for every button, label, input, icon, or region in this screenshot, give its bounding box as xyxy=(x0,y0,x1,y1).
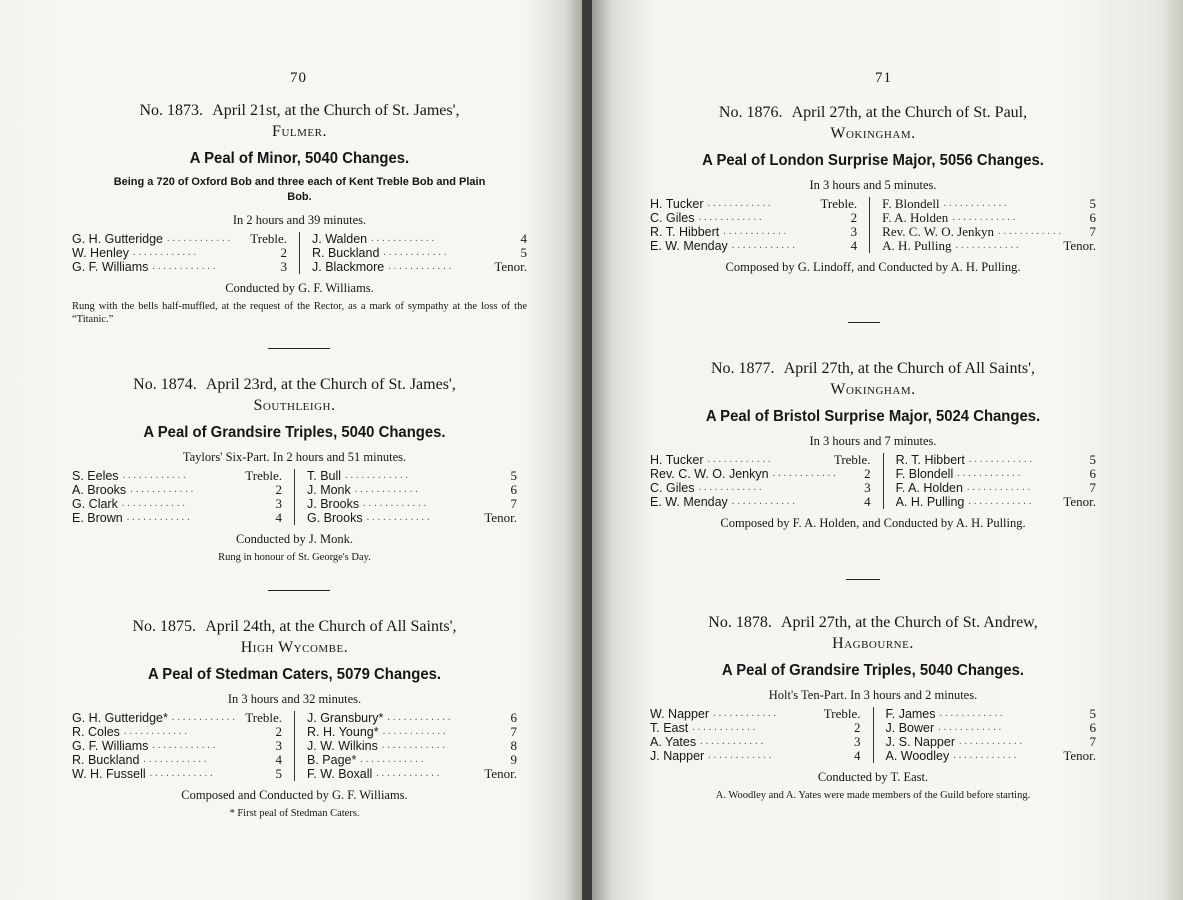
ringer-row xyxy=(896,467,1096,481)
leader-dots: ............ xyxy=(955,240,1022,251)
entry-location: April 27th, at the Church of All Saints', xyxy=(783,360,1035,377)
ringer-name: F. James xyxy=(885,707,936,721)
ringer-name: E. Brown xyxy=(72,511,123,525)
page-number: 70 xyxy=(290,70,307,86)
leader-dots: ............ xyxy=(713,708,780,719)
bell-number: 6 xyxy=(1089,466,1096,481)
bell-number: Treble. xyxy=(250,231,287,246)
leader-dots: ............ xyxy=(698,482,765,493)
leader-dots: ............ xyxy=(152,261,219,272)
ringer-name: J. Napper xyxy=(650,749,705,763)
ringers-left-column xyxy=(650,197,870,253)
entry-heading xyxy=(650,358,1096,400)
bell-number: 2 xyxy=(850,210,858,225)
ringers-right-column xyxy=(870,197,1096,253)
peal-title: A Peal of Grandsire Triples, 5040 Changes. xyxy=(721,662,1025,679)
leader-dots: ............ xyxy=(953,750,1020,761)
ringer-name: J. Walden xyxy=(312,232,368,246)
leader-dots: ............ xyxy=(376,768,443,779)
leader-dots: ............ xyxy=(122,470,189,481)
leader-dots: ............ xyxy=(382,726,449,737)
leader-dots: ............ xyxy=(360,754,427,765)
bell-number: 2 xyxy=(854,720,861,735)
ringer-name: T. Bull xyxy=(307,469,342,483)
ringer-row xyxy=(650,481,871,495)
ringer-name: R. H. Young* xyxy=(307,725,379,739)
section-divider xyxy=(268,590,330,591)
ringer-row xyxy=(307,483,517,497)
leader-dots: ............ xyxy=(731,240,798,251)
ringers-table xyxy=(650,197,1096,253)
ringer-row xyxy=(650,225,857,239)
bell-number: Tenor. xyxy=(484,510,517,525)
ringer-name: C. Giles xyxy=(650,481,695,495)
leader-dots: ............ xyxy=(345,470,412,481)
ringer-name: W. Napper xyxy=(650,707,710,721)
peal-duration: In 3 hours and 7 minutes. xyxy=(809,434,937,448)
ringers-left-column xyxy=(72,711,295,781)
conductor-line: Conducted by J. Monk. xyxy=(235,532,353,546)
entry-location: April 21st, at the Church of St. James', xyxy=(212,102,460,119)
ringer-row xyxy=(307,739,517,753)
leader-dots: ............ xyxy=(939,708,1006,719)
entry-note: A. Woodley and A. Yates were made members of the Guild before starting. xyxy=(715,790,1031,801)
bell-number: 9 xyxy=(510,752,517,767)
bell-number: 7 xyxy=(510,496,517,511)
ringer-name: J. Blackmore xyxy=(312,260,385,274)
entry-location: April 27th, at the Church of St. Andrew, xyxy=(780,614,1038,631)
entry-number: No. 1877. xyxy=(711,360,775,377)
peal-duration: Holt's Ten-Part. In 3 hours and 2 minutes. xyxy=(768,688,978,702)
bell-number: 4 xyxy=(275,752,282,767)
entry-heading xyxy=(650,612,1096,654)
leader-dots: ............ xyxy=(363,498,430,509)
peal-title: A Peal of Stedman Caters, 5079 Changes. xyxy=(147,666,442,683)
ringer-row xyxy=(650,453,871,467)
bell-number: 8 xyxy=(510,738,517,753)
bell-number: 7 xyxy=(1089,480,1096,495)
leader-dots: ............ xyxy=(938,722,1005,733)
leader-dots: ............ xyxy=(167,233,234,244)
ringer-name: Rev. C. W. O. Jenkyn xyxy=(882,224,994,239)
ringer-name: J. S. Napper xyxy=(885,735,955,749)
ringers-right-column xyxy=(884,453,1096,509)
leader-dots: ............ xyxy=(130,484,197,495)
ringer-row xyxy=(307,469,517,483)
leader-dots: ............ xyxy=(121,498,188,509)
ringer-row xyxy=(307,753,517,767)
leader-dots: ............ xyxy=(708,750,775,761)
ringer-name: E. W. Menday xyxy=(650,495,728,509)
ringer-name: G. H. Gutteridge xyxy=(72,232,164,246)
entry-number: No. 1878. xyxy=(708,614,772,631)
ringer-name: W. Henley xyxy=(72,246,129,260)
ringer-row xyxy=(72,725,282,739)
leader-dots: ............ xyxy=(998,226,1064,237)
bell-number: 4 xyxy=(864,494,871,509)
leader-dots: ............ xyxy=(152,740,219,751)
section-divider xyxy=(848,322,880,323)
conductor-line: Composed by G. Lindoff, and Conducted by A. H. Pulling. xyxy=(725,260,1021,274)
ringers-right-column xyxy=(295,469,517,525)
leader-dots: ............ xyxy=(383,247,450,258)
ringer-name: S. Eeles xyxy=(72,469,119,483)
leader-dots: ............ xyxy=(707,198,774,209)
bell-number: 3 xyxy=(280,259,287,274)
section-divider xyxy=(268,348,330,349)
entry-location: April 27th, at the Church of St. Paul, xyxy=(791,104,1028,121)
ringers-table xyxy=(72,711,517,781)
entry-place: Hagbourne. xyxy=(832,635,914,652)
ringer-row xyxy=(307,511,517,525)
ringer-row xyxy=(312,246,527,260)
leader-dots: ............ xyxy=(957,468,1024,479)
ringers-table xyxy=(72,232,527,274)
ringer-row xyxy=(886,749,1097,763)
ringer-row xyxy=(882,211,1096,225)
ringer-row xyxy=(312,260,527,274)
leader-dots: ............ xyxy=(371,233,438,244)
bell-number: 3 xyxy=(850,224,858,239)
ringer-row xyxy=(72,469,282,483)
ringer-row xyxy=(307,711,517,725)
ringer-name: A. Brooks xyxy=(72,483,127,497)
ringer-row xyxy=(650,211,857,225)
ringer-name: F. Blondell xyxy=(882,196,940,211)
leader-dots: ............ xyxy=(388,261,455,272)
entry-heading xyxy=(72,374,517,416)
peal-duration: In 3 hours and 32 minutes. xyxy=(227,692,362,706)
leader-dots: ............ xyxy=(171,712,238,723)
ringer-name: J. W. Wilkins xyxy=(307,739,378,753)
ringers-left-column xyxy=(650,707,874,763)
ringer-name: F. A. Holden xyxy=(882,210,949,225)
leader-dots: ............ xyxy=(143,754,210,765)
leader-dots: ............ xyxy=(731,496,798,507)
ringer-name: B. Page* xyxy=(307,753,357,767)
ringer-row xyxy=(650,735,861,749)
peal-title: A Peal of London Surprise Major, 5056 Changes. xyxy=(702,152,1044,169)
ringer-name: H. Tucker xyxy=(650,197,704,211)
bell-number: 5 xyxy=(510,468,517,483)
ringer-name: C. Giles xyxy=(650,211,695,225)
ringer-row xyxy=(307,767,517,781)
leader-dots: ............ xyxy=(149,768,216,779)
entry-number: No. 1875. xyxy=(132,618,197,635)
ringers-right-column xyxy=(874,707,1097,763)
ringer-row xyxy=(650,749,861,763)
ringer-name: G. F. Williams xyxy=(72,739,149,753)
ringer-name: T. East xyxy=(650,721,689,735)
bell-number: Treble. xyxy=(833,452,871,467)
bell-number: 3 xyxy=(275,738,282,753)
ringer-row xyxy=(650,721,861,735)
bell-number: Tenor. xyxy=(1063,238,1096,253)
bell-number: 4 xyxy=(850,238,858,253)
peal-entry xyxy=(650,358,1096,531)
bell-number: Treble. xyxy=(245,710,282,725)
ringers-right-column xyxy=(300,232,527,274)
entry-heading xyxy=(72,616,517,658)
leader-dots: ............ xyxy=(354,484,421,495)
ringer-row xyxy=(650,197,857,211)
peal-entry xyxy=(72,374,517,564)
bell-number: 3 xyxy=(864,480,871,495)
entry-place: Wokingham. xyxy=(830,125,916,142)
ringer-row xyxy=(650,707,861,721)
ringer-row xyxy=(882,239,1096,253)
peal-entry xyxy=(72,100,527,326)
bell-number: 2 xyxy=(864,466,871,481)
ringer-name: A. H. Pulling xyxy=(895,495,965,509)
leader-dots: ............ xyxy=(952,212,1019,223)
entry-heading xyxy=(650,102,1096,144)
ringer-row xyxy=(72,711,282,725)
bell-number: Tenor. xyxy=(1063,494,1096,509)
ringer-name: A. H. Pulling xyxy=(882,238,952,253)
ringer-row xyxy=(72,246,287,260)
bell-number: 3 xyxy=(275,496,282,511)
ringer-row xyxy=(896,481,1096,495)
leader-dots: ............ xyxy=(707,454,774,465)
bell-number: 2 xyxy=(275,482,282,497)
right-page xyxy=(592,0,1183,900)
peal-duration: In 2 hours and 39 minutes. xyxy=(232,213,367,227)
ringer-row xyxy=(72,753,282,767)
bell-number: 4 xyxy=(275,510,282,525)
bell-number: 7 xyxy=(510,724,517,739)
ringer-name: W. H. Fussell xyxy=(72,767,146,781)
ringer-row xyxy=(650,495,871,509)
entry-number: No. 1874. xyxy=(133,376,197,393)
leader-dots: ............ xyxy=(700,736,767,747)
peal-duration: In 3 hours and 5 minutes. xyxy=(809,178,937,192)
ringer-name: G. Brooks xyxy=(307,511,363,525)
ringer-row xyxy=(650,467,871,481)
entry-note: * First peal of Stedman Caters. xyxy=(229,808,360,819)
bell-number: 2 xyxy=(280,245,287,260)
entry-place: Southleigh. xyxy=(253,397,336,414)
ringer-row xyxy=(72,739,282,753)
peal-duration: Taylors' Six-Part. In 2 hours and 51 minutes. xyxy=(182,450,407,464)
ringer-name: E. W. Menday xyxy=(650,239,728,253)
bell-number: 7 xyxy=(1089,224,1096,239)
peal-entry xyxy=(650,102,1096,275)
ringer-name: Rev. C. W. O. Jenkyn xyxy=(650,467,769,481)
bell-number: Tenor. xyxy=(494,259,527,274)
bell-number: 5 xyxy=(1089,196,1096,211)
bell-number: 7 xyxy=(1089,734,1096,749)
leader-dots: ............ xyxy=(966,482,1033,493)
ringers-right-column xyxy=(295,711,517,781)
entry-place: High Wycombe. xyxy=(240,639,349,656)
ringer-name: G. Clark xyxy=(72,497,118,511)
bell-number: Tenor. xyxy=(1063,748,1096,763)
left-page xyxy=(0,0,582,900)
book-gutter xyxy=(582,0,592,900)
leader-dots: ............ xyxy=(132,247,199,258)
entry-note: Rung in honour of St. George's Day. xyxy=(218,552,371,563)
ringers-left-column xyxy=(72,232,300,274)
ringer-row xyxy=(886,735,1097,749)
bell-number: 5 xyxy=(275,766,282,781)
ringer-name: F. W. Boxall xyxy=(307,767,373,781)
ringer-name: G. H. Gutteridge* xyxy=(72,711,168,725)
peal-title: A Peal of Bristol Surprise Major, 5024 Changes. xyxy=(705,408,1041,425)
ringer-row xyxy=(896,495,1096,509)
leader-dots: ............ xyxy=(958,736,1025,747)
ringer-row xyxy=(312,232,527,246)
leader-dots: ............ xyxy=(772,468,839,479)
ringers-left-column xyxy=(72,469,295,525)
bell-number: 6 xyxy=(1089,210,1096,225)
entry-place: Wokingham. xyxy=(830,381,916,398)
bell-number: 6 xyxy=(510,482,517,497)
ringer-name: J. Bower xyxy=(885,721,935,735)
peal-entry xyxy=(650,612,1096,802)
leader-dots: ............ xyxy=(723,226,790,237)
ringer-name: F. Blondell xyxy=(895,467,954,481)
ringers-table xyxy=(650,707,1096,763)
ringer-row xyxy=(72,511,282,525)
ringer-row xyxy=(882,225,1096,239)
ringer-name: J. Gransbury* xyxy=(307,711,384,725)
bell-number: Treble. xyxy=(820,196,858,211)
ringers-table xyxy=(72,469,517,525)
ringers-left-column xyxy=(650,453,884,509)
page-number: 71 xyxy=(875,70,892,86)
ringer-row xyxy=(307,497,517,511)
leader-dots: ............ xyxy=(968,454,1035,465)
bell-number: 4 xyxy=(520,231,527,246)
ringer-name: H. Tucker xyxy=(650,453,704,467)
bell-number: Treble. xyxy=(823,706,861,721)
leader-dots: ............ xyxy=(698,212,765,223)
bell-number: 3 xyxy=(854,734,861,749)
conductor-line: Composed by F. A. Holden, and Conducted by A. H. Pulling. xyxy=(720,516,1026,530)
leader-dots: ............ xyxy=(123,726,190,737)
leader-dots: ............ xyxy=(692,722,759,733)
ringer-name: G. F. Williams xyxy=(72,260,149,274)
ringer-name: R. Buckland xyxy=(72,753,140,767)
ringer-name: F. A. Holden xyxy=(895,481,963,495)
peal-composition-note: Being a 720 of Oxford Bob and three each of Kent Treble Bob and Plain Bob. xyxy=(113,176,486,203)
ringer-row xyxy=(896,453,1096,467)
leader-dots: ............ xyxy=(126,512,193,523)
bell-number: 5 xyxy=(1089,706,1096,721)
entry-heading xyxy=(72,100,527,142)
ringer-row xyxy=(650,239,857,253)
entry-location: April 24th, at the Church of All Saints', xyxy=(205,618,457,635)
ringer-name: R. Buckland xyxy=(312,246,380,260)
section-divider xyxy=(846,579,880,580)
ringer-row xyxy=(307,725,517,739)
leader-dots: ............ xyxy=(387,712,454,723)
ringer-row xyxy=(72,767,282,781)
ringer-row xyxy=(72,497,282,511)
bell-number: 6 xyxy=(510,710,517,725)
bell-number: 4 xyxy=(854,748,861,763)
ringer-name: R. T. Hibbert xyxy=(895,453,965,467)
bell-number: 5 xyxy=(520,245,527,260)
ringer-name: A. Woodley xyxy=(885,749,950,763)
ringer-row xyxy=(886,707,1097,721)
conductor-line: Conducted by G. F. Williams. xyxy=(225,281,374,295)
bell-number: 5 xyxy=(1089,452,1096,467)
conductor-line: Composed and Conducted by G. F. Williams. xyxy=(181,788,408,802)
leader-dots: ............ xyxy=(968,496,1035,507)
ringer-row xyxy=(882,197,1096,211)
ringer-row xyxy=(72,232,287,246)
entry-number: No. 1876. xyxy=(718,104,783,121)
ringer-name: J. Brooks xyxy=(307,497,360,511)
conductor-line: Conducted by T. East. xyxy=(817,770,929,784)
bell-number: 2 xyxy=(275,724,282,739)
bell-number: Tenor. xyxy=(484,766,517,781)
leader-dots: ............ xyxy=(943,198,1010,209)
ringer-name: J. Monk xyxy=(307,483,351,497)
ringer-name: A. Yates xyxy=(650,735,697,749)
bell-number: Treble. xyxy=(245,468,282,483)
ringer-name: R. T. Hibbert xyxy=(650,225,720,239)
entry-location: April 23rd, at the Church of St. James', xyxy=(205,376,456,393)
peal-title: A Peal of Minor, 5040 Changes. xyxy=(189,150,410,167)
ringer-name: R. Coles xyxy=(72,725,120,739)
entry-number: No. 1873. xyxy=(139,102,204,119)
leader-dots: ............ xyxy=(381,740,448,751)
ringer-row xyxy=(72,483,282,497)
ringer-row xyxy=(886,721,1097,735)
leader-dots: ............ xyxy=(366,512,433,523)
ringers-table xyxy=(650,453,1096,509)
bell-number: 6 xyxy=(1089,720,1096,735)
entry-note: Rung with the bells half-muffled, at the request of the Rector, as a mark of sympathy at the loss of the “Titanic.” xyxy=(72,301,527,325)
entry-place: Fulmer. xyxy=(272,123,327,140)
ringer-row xyxy=(72,260,287,274)
peal-title: A Peal of Grandsire Triples, 5040 Changes. xyxy=(143,424,446,441)
peal-entry xyxy=(72,616,517,820)
